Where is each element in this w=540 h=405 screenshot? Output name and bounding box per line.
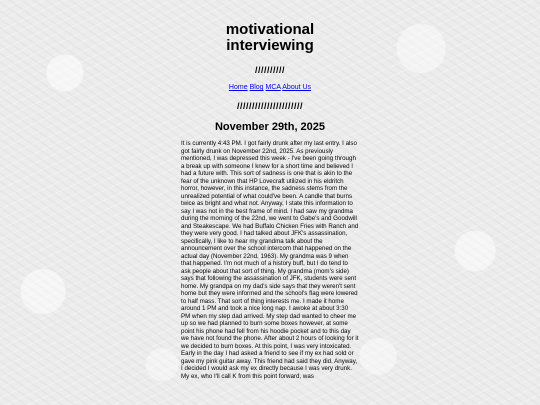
nav-link-home[interactable]: Home [228,84,248,91]
post-date: November 29th, 2025 [214,121,326,133]
bottom-divider: ////////////////////// [236,101,303,111]
nav-link-about-us[interactable]: About Us [282,84,312,91]
post-body: It is currently 4:43 PM. I got fairly drunk after my last entry. I also got fairly drunk on November 22nd, 2025. As previously mentioned, I was depressed this week - I've been going through a break up with someone I knew for a short time and believed I had a future with. This sort of sadness is one that is akin to the fear of the unknown that HP Lovecraft utilized in his eldritch horror, however, in this instance, the sadness stems from the unrealized potential of what could've been. A candle that burns twice as bright and what not. Anyway, I state this information to say I was not in the best frame of mind. I had saw my grandma during the morning of the 22nd, we went to Gabe's and Goodwill and Steakescape. We had Buffalo Chicken Fries with Ranch and they were very good. I had talked about JFK's assassination, specifically, I like to hear my grandma talk about the announcement over the school intercom that happened on the actual day (November 22nd, 1963). My grandma was 9 when that happened. I'm not much of a history buff, but I do tend to ask people about that sort of thing. My grandma (mom's side) says that following the assassination of JFK, students were sent home. My grandpa on my dad's side says that they weren't sent home but they were informed and the school's flag were lowered to half mass. That sort of thing interests me. I made it home around 1 PM and took a nice long nap. I awoke at about 3:30 PM when my step dad arrived. My step dad wanted to cheer me up so we had planned to burn some boxes however, at some point his phone had fell from his hoodie pocket and to this day we have not found the phone. After about 2 hours of looking for it we decided to burn boxes. At this point, I was very intoxicated. Early in the day I had asked a friend to see if my ex had sold or gave my pink guitar away. This friend had said they did. Anyway, I decided I would ask my ex directly because I was very drunk. My ex, who I'll call K from this point forward, was [181,140,359,380]
nav-link-blog[interactable]: Blog [249,84,264,91]
site-title: motivational interviewing [225,21,315,54]
top-divider: ////////// [254,65,285,75]
nav-link-mca[interactable]: MCA [265,84,281,91]
main-nav [0,84,540,91]
